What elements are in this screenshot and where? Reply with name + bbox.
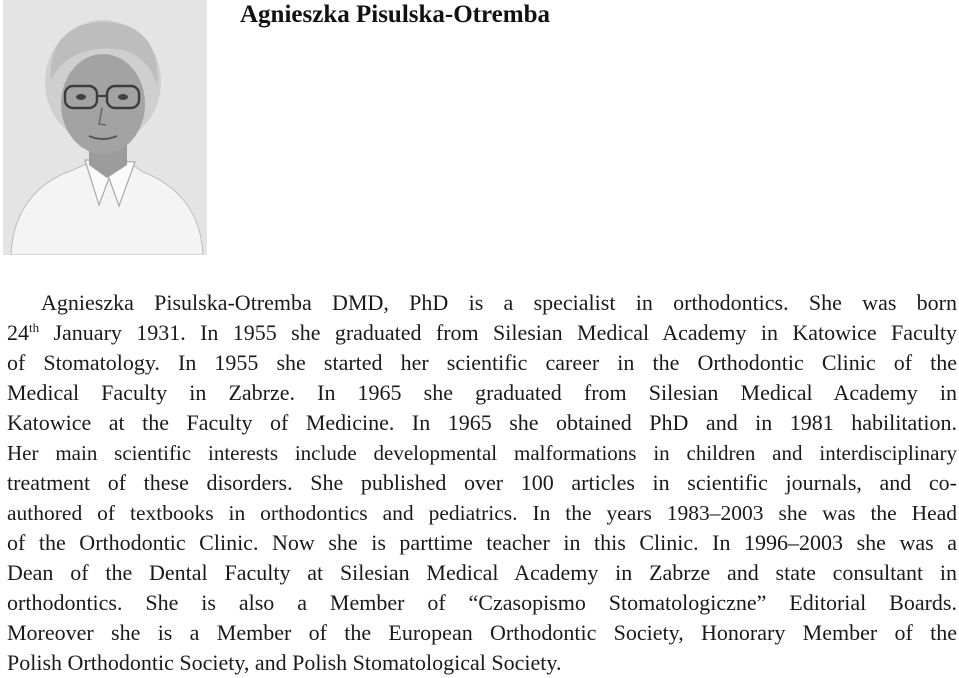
page-title: Agnieszka Pisulska-Otremba bbox=[240, 1, 550, 28]
bio-line-text: January 1931. In 1955 she graduated from Silesian Medical Academy in Katowice Faculty bbox=[53, 320, 957, 345]
birth-day: 24 bbox=[7, 320, 29, 345]
bio-line: orthodontics. She is also a Member of “Czasopismo Stomatologiczne” Editorial Boards. bbox=[7, 590, 957, 615]
ordinal-suffix: th bbox=[29, 320, 40, 335]
bio-line: Medical Faculty in Zabrze. In 1965 she graduated from Silesian Medical Academy in bbox=[7, 380, 957, 405]
bio-line bbox=[7, 318, 957, 348]
bio-line: Agnieszka Pisulska-Otremba DMD, PhD is a specialist in orthodontics. She was born bbox=[41, 290, 957, 315]
bio-line: Her main scientific interests include developmental malformations in children and interdisciplinary bbox=[7, 441, 957, 465]
bio-line: authored of textbooks in orthodontics and pediatrics. In the years 1983–2003 she was the Head bbox=[7, 501, 957, 525]
bio-line: Dean of the Dental Faculty at Silesian Medical Academy in Zabrze and state consultant in bbox=[7, 560, 957, 585]
bio-line: Polish Orthodontic Society, and Polish Stomatological Society. bbox=[7, 650, 562, 675]
bio-line: treatment of these disorders. She published over 100 articles in scientific journals, and co- bbox=[7, 470, 957, 495]
bio-line: of Stomatology. In 1955 she started her scientific career in the Orthodontic Clinic of the bbox=[7, 350, 957, 375]
portrait-photo bbox=[3, 0, 207, 255]
bio-line: of the Orthodontic Clinic. Now she is parttime teacher in this Clinic. In 1996–2003 she was a bbox=[7, 530, 957, 555]
bio-line: Katowice at the Faculty of Medicine. In 1965 she obtained PhD and in 1981 habilitation. bbox=[7, 410, 957, 435]
biography-text bbox=[7, 288, 957, 678]
bio-line: Moreover she is a Member of the European Orthodontic Society, Honorary Member of the bbox=[7, 620, 957, 645]
